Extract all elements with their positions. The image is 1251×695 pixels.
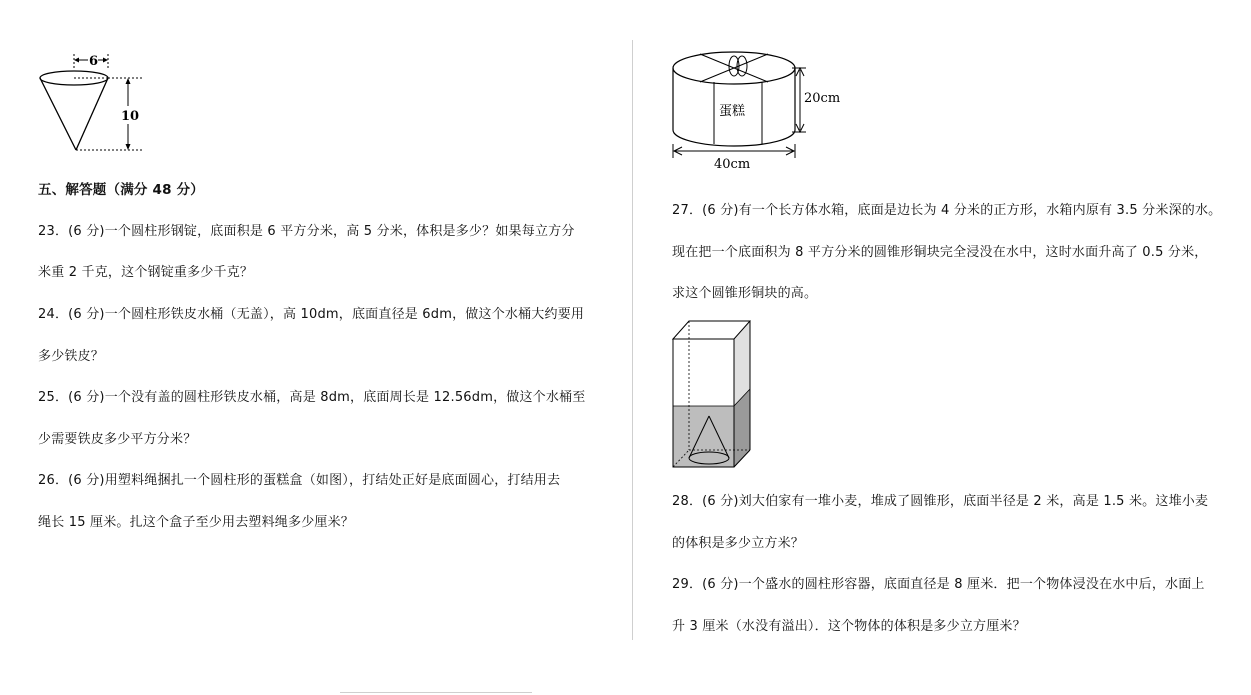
q23-line-1: 23．(6 分)一个圆柱形钢锭，底面积是 6 平方分米，高 5 分米，体积是多少？如果每立方分 [38,224,575,239]
q24-line-2: 多少铁皮？ [38,349,105,364]
cake-width-label: 40cm [714,157,751,172]
q28-line-1: 28．(6 分)刘大伯家有一堆小麦，堆成了圆锥形，底面半径是 2 米，高是 1.5 米。这堆小麦 [672,494,1209,509]
cone-figure [38,50,158,160]
q23-line-2: 米重 2 千克，这个钢锭重多少千克？ [38,265,254,280]
cake-label: 蛋糕 [719,104,746,119]
q26-line-1: 26．(6 分)用塑料绳捆扎一个圆柱形的蛋糕盒（如图），打结处正好是底面圆心，打结用去 [38,473,561,488]
section-heading: 五、解答题（满分 48 分） [38,182,204,198]
q28-line-2: 的体积是多少立方米？ [672,536,805,551]
q29-line-2: 升 3 厘米（水没有溢出）．这个物体的体积是多少立方厘米？ [672,619,1026,634]
q26-line-2: 绳长 15 厘米。扎这个盒子至少用去塑料绳多少厘米？ [38,515,355,530]
q29-line-1: 29．(6 分)一个盛水的圆柱形容器，底面直径是 8 厘米．把一个物体浸没在水中后，水面上 [672,577,1205,592]
water-tank-figure [672,318,762,473]
column-divider [632,40,633,640]
q27-line-2: 现在把一个底面积为 8 平方分米的圆锥形铜块完全浸没在水中，这时水面升高了 0.5 分米， [672,245,1208,260]
cone-height-label: 10 [121,109,140,124]
q27-line-3: 求这个圆锥形铜块的高。 [672,286,818,301]
q25-line-2: 少需要铁皮多少平方分米？ [38,432,197,447]
footer-rule [340,692,532,693]
q27-line-1: 27．(6 分)有一个长方体水箱，底面是边长为 4 分米的正方形，水箱内原有 3.5 分米深的水。 [672,203,1222,218]
cone-radius-label: 6 [89,54,99,69]
cake-box-figure [672,48,852,173]
q24-line-1: 24．(6 分)一个圆柱形铁皮水桶（无盖），高 10dm，底面直径是 6dm，做这个水桶大约要用 [38,307,585,322]
q25-line-1: 25．(6 分)一个没有盖的圆柱形铁皮水桶，高是 8dm，底面周长是 12.56dm，做这个水桶至 [38,390,586,405]
cake-height-label: 20cm [804,91,841,106]
